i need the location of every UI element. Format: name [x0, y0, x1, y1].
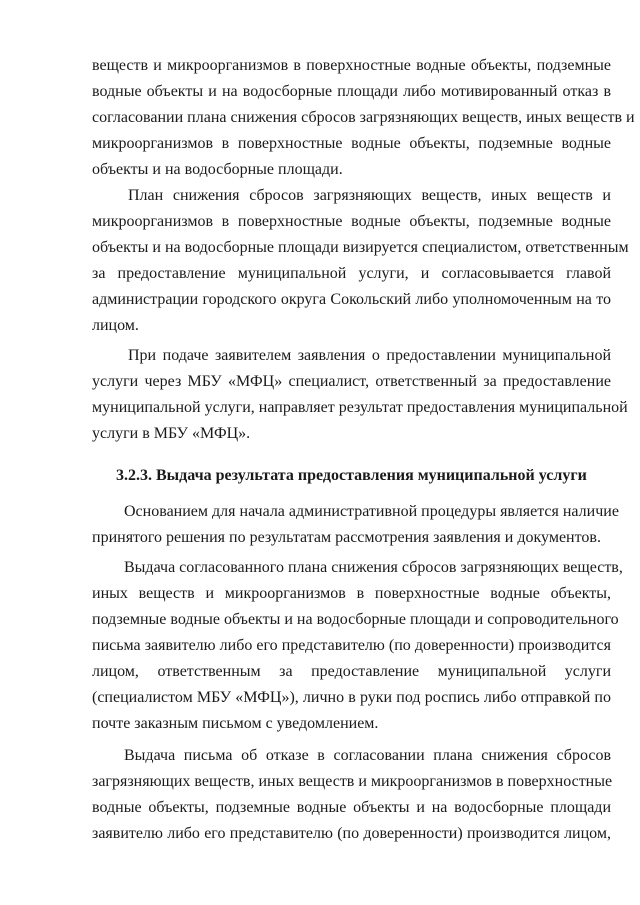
text-line: письма заявителю либо его представителю (по доверенности) производится: [92, 637, 611, 654]
text-line: администрации городского округа Сокольский либо уполномоченным на то: [92, 291, 611, 308]
text-line: водные объекты, подземные водные объекты и на водосборные площади: [92, 799, 611, 816]
text-line: муниципальной услуги, направляет результат предоставления муниципальной: [92, 399, 628, 416]
text-line: микроорганизмов в поверхностные водные объекты, подземные водные: [92, 135, 611, 152]
text-line: иных веществ и микроорганизмов в поверхностные водные объекты,: [92, 585, 611, 602]
text-line: услуги в МБУ «МФЦ».: [92, 425, 251, 442]
text-line: услуги через МБУ «МФЦ» специалист, ответственный за предоставление: [92, 373, 611, 390]
text-line: Выдача письма об отказе в согласовании плана снижения сбросов: [124, 747, 611, 764]
text-line: (специалистом МБУ «МФЦ»), лично в руки под роспись либо отправкой по: [92, 689, 611, 706]
text-line: принятого решения по результатам рассмотрения заявления и документов.: [92, 529, 601, 546]
text-line: План снижения сбросов загрязняющих веществ, иных веществ и: [128, 187, 611, 204]
text-line: Основанием для начала административной процедуры является наличие: [124, 503, 619, 520]
text-line: Выдача согласованного плана снижения сбросов загрязняющих веществ,: [124, 559, 623, 576]
text-line: за предоставление муниципальной услуги, и согласовывается главой: [92, 265, 611, 282]
text-line: загрязняющих веществ, иных веществ и микроорганизмов в поверхностные: [92, 773, 613, 790]
text-line: При подаче заявителем заявления о предоставлении муниципальной: [128, 347, 611, 364]
text-line: заявителю либо его представителю (по доверенности) производится лицом,: [92, 825, 611, 842]
text-line: объекты и на водосборные площади визируется специалистом, ответственным: [92, 239, 629, 256]
section-heading: 3.2.3. Выдача результата предоставления муниципальной услуги: [116, 467, 587, 484]
text-line: согласовании плана снижения сбросов загрязняющих веществ, иных веществ и: [92, 109, 635, 126]
text-line: веществ и микроорганизмов в поверхностные водные объекты, подземные: [92, 57, 611, 74]
text-line: подземные водные объекты и на водосборные площади и сопроводительного: [92, 611, 619, 628]
text-line: объекты и на водосборные площади.: [92, 161, 343, 178]
text-line: водные объекты и на водосборные площади либо мотивированный отказ в: [92, 83, 611, 100]
text-line: микроорганизмов в поверхностные водные объекты, подземные водные: [92, 213, 611, 230]
text-line: почте заказным письмом с уведомлением.: [92, 715, 379, 732]
text-line: лицом.: [92, 317, 139, 334]
text-line: лицом, ответственным за предоставление муниципальной услуги: [92, 663, 611, 680]
